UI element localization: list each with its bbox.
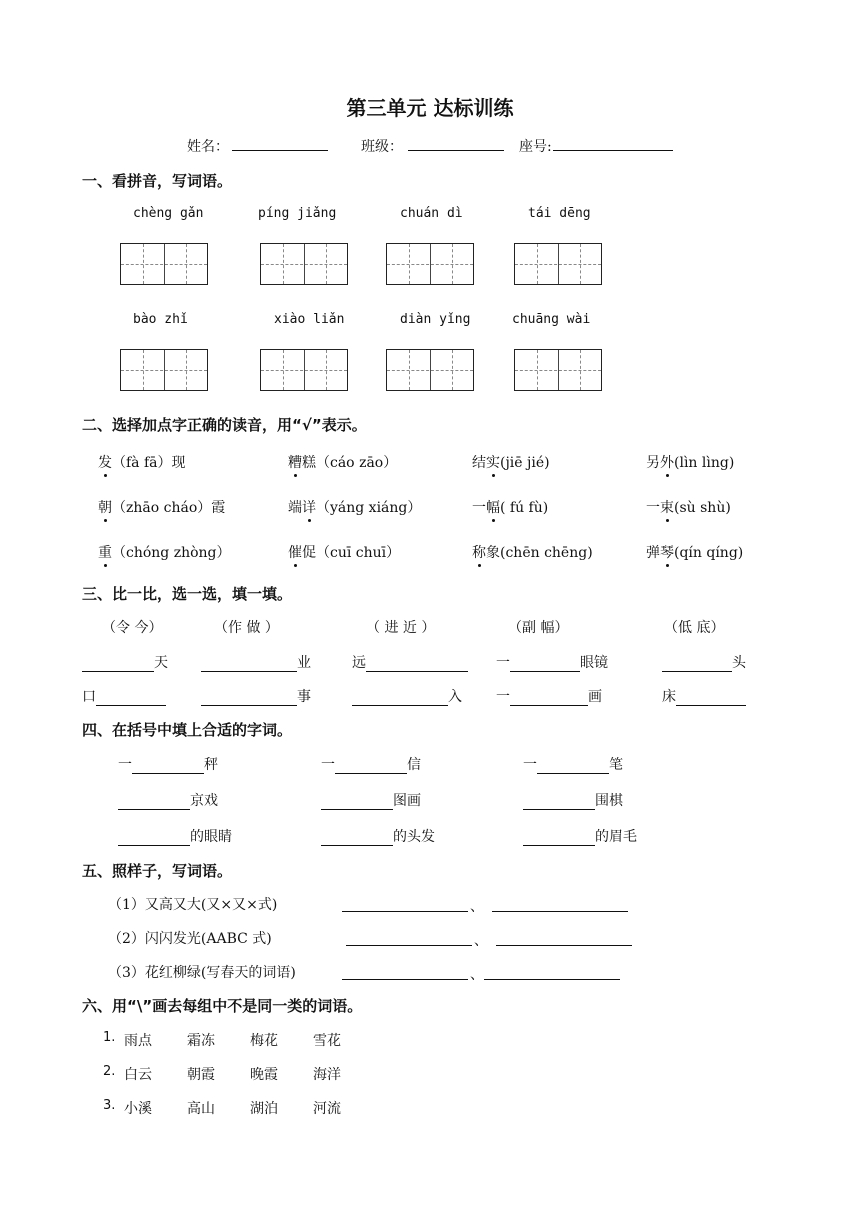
pinyin-6: xiào liǎn xyxy=(274,312,345,327)
char-group-3: （ 进 近 ） xyxy=(366,620,436,636)
word-choice[interactable]: 雪花 xyxy=(313,1033,341,1049)
fill-blank[interactable] xyxy=(662,657,732,672)
item-suffix: 图画 xyxy=(393,793,421,809)
writing-box[interactable] xyxy=(120,349,208,391)
pinyin-options: 象(chēn chēng) xyxy=(486,545,593,561)
word-choice[interactable]: 海洋 xyxy=(313,1067,341,1083)
item-prefix: 另 xyxy=(646,455,660,471)
fill-blank[interactable] xyxy=(321,795,393,810)
dotted-character: 朝 xyxy=(98,497,112,517)
fill-item xyxy=(321,790,421,810)
pinyin-options: (sù shù) xyxy=(674,500,731,516)
word-choice[interactable]: 河流 xyxy=(313,1101,341,1117)
pinyin-7: diàn yǐng xyxy=(400,312,471,327)
fill-blank[interactable] xyxy=(201,691,297,706)
fill-item xyxy=(118,826,232,846)
fill-item xyxy=(82,686,166,706)
pronunciation-item[interactable] xyxy=(288,542,400,562)
item-suffix: 秤 xyxy=(204,757,218,773)
pronunciation-item[interactable] xyxy=(288,452,397,472)
fill-item xyxy=(523,790,623,810)
fill-blank[interactable] xyxy=(510,691,588,706)
item-suffix: 画 xyxy=(588,689,602,705)
char-group-4: （副 幅） xyxy=(508,620,569,636)
fill-item xyxy=(523,754,623,774)
pronunciation-item[interactable] xyxy=(646,497,731,517)
class-label: 班级： xyxy=(361,139,403,155)
item-suffix: 的眉毛 xyxy=(595,829,637,845)
section-4-heading: 四、在括号中填上合适的字词。 xyxy=(82,721,293,739)
item-prefix: 端 xyxy=(288,500,302,516)
pronunciation-item[interactable] xyxy=(646,452,734,472)
pinyin-4: tái dēng xyxy=(528,206,591,221)
item-suffix: 事 xyxy=(297,689,311,705)
fill-item xyxy=(118,754,218,774)
seat-label: 座号: xyxy=(519,139,552,155)
group-number: 1. xyxy=(103,1030,116,1045)
pinyin-8: chuāng wài xyxy=(512,312,591,327)
writing-box[interactable] xyxy=(260,243,348,285)
separator: 、 xyxy=(470,899,484,915)
pronunciation-item[interactable] xyxy=(472,452,550,472)
group-number: 2. xyxy=(103,1064,116,1079)
word-choice[interactable]: 高山 xyxy=(187,1101,215,1117)
section-6-heading: 六、用“\”画去每组中不是同一类的词语。 xyxy=(82,997,363,1015)
fill-blank[interactable] xyxy=(201,657,297,672)
fill-item xyxy=(201,686,311,706)
name-field[interactable] xyxy=(232,136,328,151)
dotted-character: 实 xyxy=(486,452,500,472)
writing-box[interactable] xyxy=(386,243,474,285)
pronunciation-item[interactable] xyxy=(646,542,743,562)
pattern-item-3: （3）花红柳绿(写春天的词语) xyxy=(108,965,296,981)
pronunciation-item[interactable] xyxy=(98,497,225,517)
fill-item xyxy=(662,652,746,672)
item-prefix: 一 xyxy=(523,757,537,773)
fill-blank[interactable] xyxy=(118,831,190,846)
word-choice[interactable]: 湖泊 xyxy=(250,1101,278,1117)
pronunciation-item[interactable] xyxy=(472,497,548,517)
item-suffix: 头 xyxy=(732,655,746,671)
item-prefix: 一 xyxy=(472,500,486,516)
separator: 、 xyxy=(470,967,484,983)
seat-field[interactable] xyxy=(553,136,673,151)
class-field[interactable] xyxy=(408,136,504,151)
pinyin-options: （zhāo cháo）霞 xyxy=(112,500,226,516)
fill-blank[interactable] xyxy=(132,759,204,774)
fill-item xyxy=(201,652,311,672)
writing-box[interactable] xyxy=(514,243,602,285)
item-suffix: 的头发 xyxy=(393,829,435,845)
section-1-heading: 一、看拼音，写词语。 xyxy=(82,172,233,190)
item-suffix: 业 xyxy=(297,655,311,671)
item-suffix: 笔 xyxy=(609,757,623,773)
answer-blank[interactable] xyxy=(496,930,632,946)
dotted-character: 束 xyxy=(660,497,674,517)
word-choice[interactable]: 霜冻 xyxy=(187,1033,215,1049)
fill-item xyxy=(118,790,218,810)
dotted-character: 外 xyxy=(660,452,674,472)
fill-blank[interactable] xyxy=(366,657,468,672)
pinyin-options: (jiē jié) xyxy=(500,455,550,471)
word-choice[interactable]: 晚霞 xyxy=(250,1067,278,1083)
dotted-character: 幅 xyxy=(486,497,500,517)
fill-blank[interactable] xyxy=(510,657,580,672)
fill-blank[interactable] xyxy=(352,691,448,706)
fill-blank[interactable] xyxy=(335,759,407,774)
fill-blank[interactable] xyxy=(523,795,595,810)
answer-blank[interactable] xyxy=(342,896,468,912)
dotted-character: 详 xyxy=(302,497,316,517)
answer-blank[interactable] xyxy=(492,896,628,912)
pronunciation-item[interactable] xyxy=(98,542,231,562)
item-prefix: 结 xyxy=(472,455,486,471)
fill-item xyxy=(496,686,602,706)
fill-blank[interactable] xyxy=(321,831,393,846)
char-group-1: （令 今） xyxy=(102,620,163,636)
pinyin-options: （fà fā）现 xyxy=(112,455,186,471)
pinyin-2: píng jiǎng xyxy=(258,206,337,221)
fill-item xyxy=(523,826,637,846)
dotted-character: 催 xyxy=(288,542,302,562)
fill-blank[interactable] xyxy=(118,795,190,810)
word-choice[interactable]: 小溪 xyxy=(124,1101,152,1117)
dotted-character: 糟 xyxy=(288,452,302,472)
dotted-character: 发 xyxy=(98,452,112,472)
pronunciation-item[interactable] xyxy=(472,542,593,562)
item-prefix: 一 xyxy=(496,655,510,671)
pinyin-options: (qín qíng) xyxy=(674,545,744,561)
writing-box[interactable] xyxy=(514,349,602,391)
item-suffix: 京戏 xyxy=(190,793,218,809)
section-2-heading: 二、选择加点字正确的读音，用“√”表示。 xyxy=(82,416,367,434)
pinyin-5: bào zhǐ xyxy=(133,312,188,327)
writing-box[interactable] xyxy=(260,349,348,391)
section-5-heading: 五、照样子，写词语。 xyxy=(82,862,233,880)
word-choice[interactable]: 朝霞 xyxy=(187,1067,215,1083)
fill-item xyxy=(82,652,168,672)
page-title: 第三单元 达标训练 xyxy=(346,96,514,120)
answer-blank[interactable] xyxy=(484,964,620,980)
item-suffix: 的眼睛 xyxy=(190,829,232,845)
group-number: 3. xyxy=(103,1098,116,1113)
pinyin-options: （yáng xiáng） xyxy=(316,500,422,516)
fill-item xyxy=(352,652,468,672)
fill-blank[interactable] xyxy=(82,657,154,672)
fill-blank[interactable] xyxy=(676,691,746,706)
fill-blank[interactable] xyxy=(537,759,609,774)
item-prefix: 远 xyxy=(352,655,366,671)
pinyin-options: ( fú fù) xyxy=(500,500,549,516)
item-prefix: 一 xyxy=(496,689,510,705)
item-prefix: 一 xyxy=(646,500,660,516)
item-prefix: 一 xyxy=(118,757,132,773)
answer-blank[interactable] xyxy=(342,964,468,980)
fill-item xyxy=(321,826,435,846)
word-choice[interactable]: 梅花 xyxy=(250,1033,278,1049)
dotted-character: 称 xyxy=(472,542,486,562)
section-3-heading: 三、比一比，选一选，填一填。 xyxy=(82,585,293,603)
fill-item xyxy=(662,686,746,706)
writing-box[interactable] xyxy=(120,243,208,285)
item-prefix: 弹 xyxy=(646,545,660,561)
item-prefix: 口 xyxy=(82,689,96,705)
fill-item xyxy=(496,652,608,672)
pinyin-options: 促（cuī chuī） xyxy=(302,545,401,561)
item-suffix: 入 xyxy=(448,689,462,705)
word-choice[interactable]: 白云 xyxy=(124,1067,152,1083)
item-prefix: 一 xyxy=(321,757,335,773)
fill-item xyxy=(321,754,421,774)
char-group-5: （低 底） xyxy=(664,620,725,636)
pinyin-3: chuán dì xyxy=(400,206,463,221)
pinyin-options: （chóng zhòng） xyxy=(112,545,231,561)
item-suffix: 天 xyxy=(154,655,168,671)
item-prefix: 床 xyxy=(662,689,676,705)
pronunciation-item[interactable] xyxy=(288,497,421,517)
pattern-item-1: （1）又高又大(又×又×式) xyxy=(108,897,278,913)
word-choice[interactable]: 雨点 xyxy=(124,1033,152,1049)
name-label: 姓名： xyxy=(187,139,229,155)
pinyin-options: 糕（cáo zāo） xyxy=(302,455,398,471)
fill-blank[interactable] xyxy=(523,831,595,846)
item-suffix: 信 xyxy=(407,757,421,773)
item-suffix: 眼镜 xyxy=(580,655,608,671)
char-group-2: （作 做 ） xyxy=(214,620,279,636)
pinyin-1: chèng gǎn xyxy=(133,206,204,221)
pinyin-options: (lìn lìng) xyxy=(674,455,735,471)
separator: 、 xyxy=(474,933,488,949)
item-suffix: 围棋 xyxy=(595,793,623,809)
answer-blank[interactable] xyxy=(346,930,472,946)
writing-box[interactable] xyxy=(386,349,474,391)
fill-blank[interactable] xyxy=(96,691,166,706)
dotted-character: 重 xyxy=(98,542,112,562)
fill-item xyxy=(352,686,462,706)
pattern-item-2: （2）闪闪发光(AABC 式) xyxy=(108,931,272,947)
pronunciation-item[interactable] xyxy=(98,452,186,472)
dotted-character: 琴 xyxy=(660,542,674,562)
